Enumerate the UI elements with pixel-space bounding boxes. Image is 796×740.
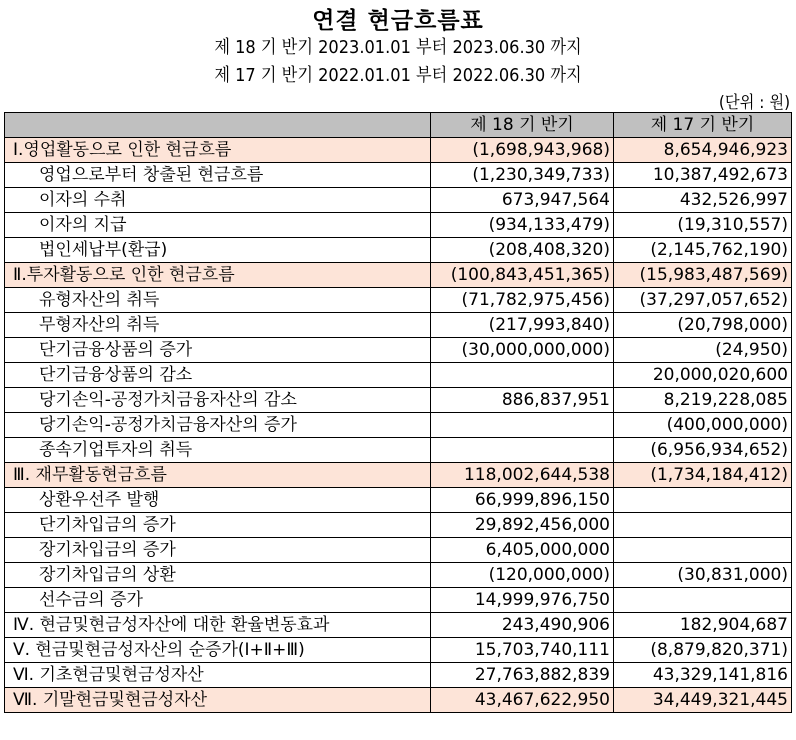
period-prior: 제 17 기 반기 2022.01.01 부터 2022.06.30 까지 xyxy=(214,65,582,86)
table-row xyxy=(5,538,792,563)
row-label: 영업으로부터 창출된 현금흐름 xyxy=(5,163,431,188)
table-row xyxy=(5,563,792,588)
current-period-value: 14,999,976,750 xyxy=(431,588,614,613)
prior-period-value: 432,526,997 xyxy=(614,188,792,213)
row-label: 당기손익-공정가치금융자산의 증가 xyxy=(5,413,431,438)
prior-period-value: (400,000,000) xyxy=(614,413,792,438)
current-period-value: 673,947,564 xyxy=(431,188,614,213)
table-row xyxy=(5,513,792,538)
current-period-value: (100,843,451,365) xyxy=(431,263,614,288)
row-label: Ⅴ. 현금및현금성자산의 순증가(Ⅰ+Ⅱ+Ⅲ) xyxy=(5,638,431,663)
page-title: 연결 현금흐름표 xyxy=(312,8,484,34)
current-period-value: (934,133,479) xyxy=(431,213,614,238)
table-row xyxy=(5,313,792,338)
row-label: 단기금융상품의 감소 xyxy=(5,363,431,388)
prior-period-value: (30,831,000) xyxy=(614,563,792,588)
prior-period-value: (2,145,762,190) xyxy=(614,238,792,263)
current-period-value xyxy=(431,363,614,388)
header-prior-period: 제 17 기 반기 xyxy=(614,113,792,138)
table-row xyxy=(5,238,792,263)
current-period-value: 43,467,622,950 xyxy=(431,688,614,713)
prior-period-value: 34,449,321,445 xyxy=(614,688,792,713)
row-label: Ⅲ. 재무활동현금흐름 xyxy=(5,463,431,488)
prior-period-value xyxy=(614,513,792,538)
row-label: 유형자산의 취득 xyxy=(5,288,431,313)
prior-period-value: (1,734,184,412) xyxy=(614,463,792,488)
table-row xyxy=(5,613,792,638)
prior-period-value: 10,387,492,673 xyxy=(614,163,792,188)
current-period-value: 243,490,906 xyxy=(431,613,614,638)
row-label: 무형자산의 취득 xyxy=(5,313,431,338)
prior-period-value: (37,297,057,652) xyxy=(614,288,792,313)
prior-period-value: 43,329,141,816 xyxy=(614,663,792,688)
row-label: 상환우선주 발행 xyxy=(5,488,431,513)
row-label: 단기차입금의 증가 xyxy=(5,513,431,538)
row-label: 당기손익-공정가치금융자산의 감소 xyxy=(5,388,431,413)
current-period-value: 886,837,951 xyxy=(431,388,614,413)
current-period-value: (1,698,943,968) xyxy=(431,138,614,163)
current-period-value: 15,703,740,111 xyxy=(431,638,614,663)
table-row xyxy=(5,438,792,463)
table-row xyxy=(5,588,792,613)
header-label xyxy=(5,113,431,138)
current-period-value: (217,993,840) xyxy=(431,313,614,338)
table-row xyxy=(5,363,792,388)
current-period-value: (1,230,349,733) xyxy=(431,163,614,188)
period-current: 제 18 기 반기 2023.01.01 부터 2023.06.30 까지 xyxy=(214,37,582,58)
table-row xyxy=(5,413,792,438)
row-label: 이자의 지급 xyxy=(5,213,431,238)
table-row xyxy=(5,213,792,238)
row-label: Ⅵ. 기초현금및현금성자산 xyxy=(5,663,431,688)
row-label: 장기차입금의 증가 xyxy=(5,538,431,563)
prior-period-value: 8,654,946,923 xyxy=(614,138,792,163)
table-row xyxy=(5,163,792,188)
current-period-value xyxy=(431,413,614,438)
row-label: Ⅰ.영업활동으로 인한 현금흐름 xyxy=(5,138,431,163)
table-row xyxy=(5,488,792,513)
prior-period-value: (19,310,557) xyxy=(614,213,792,238)
table-row xyxy=(5,663,792,688)
prior-period-value xyxy=(614,538,792,563)
prior-period-value: (20,798,000) xyxy=(614,313,792,338)
row-label: 선수금의 증가 xyxy=(5,588,431,613)
table-row xyxy=(5,188,792,213)
prior-period-value: (8,879,820,371) xyxy=(614,638,792,663)
prior-period-value: (24,950) xyxy=(614,338,792,363)
section-row xyxy=(5,688,792,713)
row-label: 단기금융상품의 증가 xyxy=(5,338,431,363)
current-period-value: 27,763,882,839 xyxy=(431,663,614,688)
current-period-value xyxy=(431,438,614,463)
row-label: 종속기업투자의 취득 xyxy=(5,438,431,463)
current-period-value: (71,782,975,456) xyxy=(431,288,614,313)
table-row xyxy=(5,388,792,413)
unit-label: (단위 : 원) xyxy=(718,93,790,113)
current-period-value: (208,408,320) xyxy=(431,238,614,263)
prior-period-value: 182,904,687 xyxy=(614,613,792,638)
current-period-value: 66,999,896,150 xyxy=(431,488,614,513)
prior-period-value: (6,956,934,652) xyxy=(614,438,792,463)
row-label: 이자의 수취 xyxy=(5,188,431,213)
row-label: Ⅱ.투자활동으로 인한 현금흐름 xyxy=(5,263,431,288)
table-row xyxy=(5,338,792,363)
prior-period-value xyxy=(614,588,792,613)
row-label: 법인세납부(환급) xyxy=(5,238,431,263)
current-period-value: (30,000,000,000) xyxy=(431,338,614,363)
header-current-period: 제 18 기 반기 xyxy=(431,113,614,138)
prior-period-value: 8,219,228,085 xyxy=(614,388,792,413)
table-row xyxy=(5,638,792,663)
current-period-value: 29,892,456,000 xyxy=(431,513,614,538)
row-label: Ⅶ. 기말현금및현금성자산 xyxy=(5,688,431,713)
row-label: Ⅳ. 현금및현금성자산에 대한 환율변동효과 xyxy=(5,613,431,638)
section-row xyxy=(5,263,792,288)
section-row xyxy=(5,463,792,488)
row-label: 장기차입금의 상환 xyxy=(5,563,431,588)
cash-flow-table xyxy=(4,112,792,713)
table-header-row xyxy=(5,113,792,138)
prior-period-value: (15,983,487,569) xyxy=(614,263,792,288)
prior-period-value: 20,000,020,600 xyxy=(614,363,792,388)
table-row xyxy=(5,288,792,313)
current-period-value: 118,002,644,538 xyxy=(431,463,614,488)
current-period-value: (120,000,000) xyxy=(431,563,614,588)
section-row xyxy=(5,138,792,163)
prior-period-value xyxy=(614,488,792,513)
current-period-value: 6,405,000,000 xyxy=(431,538,614,563)
